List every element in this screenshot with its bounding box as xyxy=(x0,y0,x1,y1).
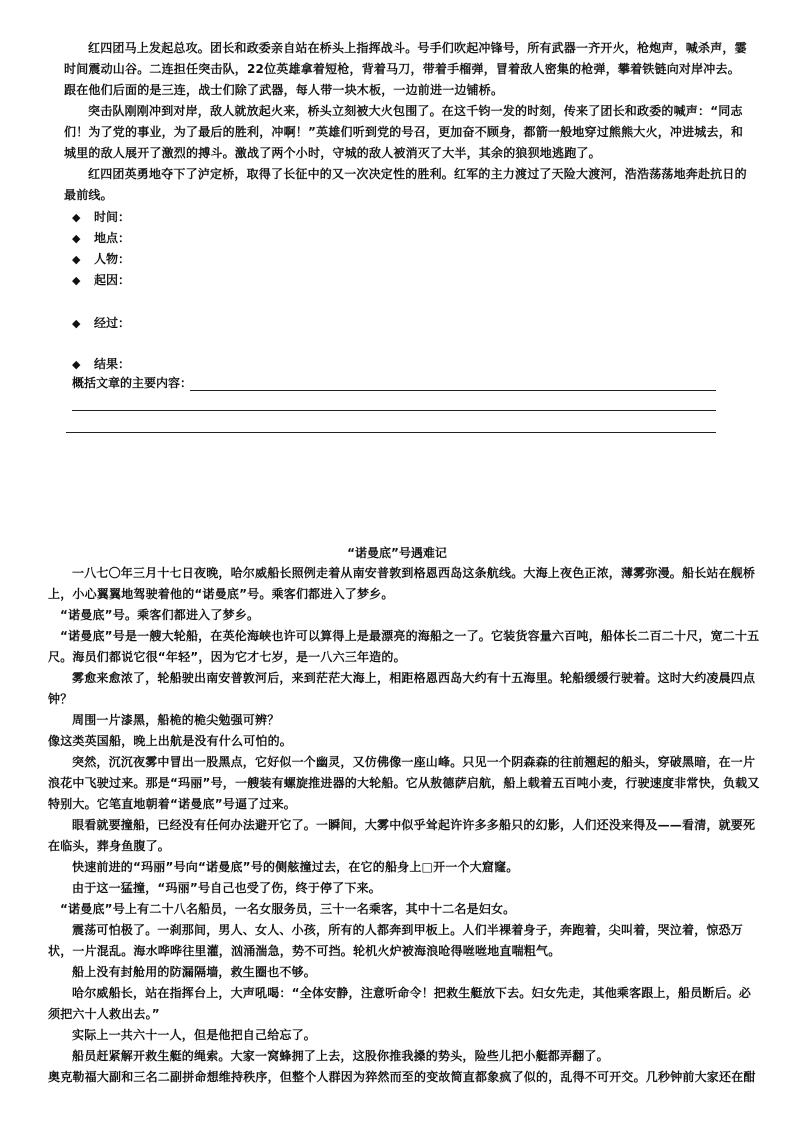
diamond-bullet-icon: ◆ xyxy=(72,317,81,330)
question-item-process: ◆ 经过： xyxy=(72,313,372,334)
paragraph: 震荡可怕极了。一刹那间，男人、女人、小孩，所有的人都奔到甲板上。人们半裸着身子，奔跑着，尖叫着，哭泣着，惊恐万状，一片混乱。海水哗哗往里灌，汹涌湍急，势不可挡。轮机火炉被海浪呛得咝咝地直喘粗气。 xyxy=(48,923,744,958)
question-item-place: ◆ 地点： xyxy=(72,228,372,249)
answer-line[interactable] xyxy=(72,410,716,411)
paragraph: 突击队刚刚冲到对岸，敌人就放起火来，桥头立刻被大火包围了。在这千钧一发的时刻，传来了团长和政委的喊声：“同志们！为了党的事业，为了最后的胜利，冲啊！”英雄们听到党的号召，更加奋不顾身，都箭一般地穿过熊熊大火，冲进城去，和城里的敌人展开了激烈的搏斗。激战了两个小时，守城的敌人被消灭了大半，其余的狼狈地逃跑了。 xyxy=(64,104,744,160)
paragraph: “诺曼底”号上有二十八名船员，一名女服务员，三十一名乘客，其中十二名是妇女。 xyxy=(60,902,516,916)
diamond-bullet-icon: ◆ xyxy=(72,358,81,371)
paragraph: 周围一片漆黑，船桅的桅尖勉强可辨？ xyxy=(72,713,280,727)
paragraph: 雾愈来愈浓了，轮船驶出南安普敦河后，来到茫茫大海上，相距格恩西岛大约有十五海里。轮船缓缓行驶着。这时大约凌晨四点钟？ xyxy=(48,671,756,706)
paragraph: “诺曼底”号是一艘大轮船，在英伦海峡也许可以算得上是最漂亮的海船之一了。它装货容量六百吨，船体长二百二十尺，宽二十五尺。海员们都说它很“年轻”，因为它才七岁，是一八六三年造的。 xyxy=(48,629,760,664)
paragraph: 一八七〇年三月十七日夜晚，哈尔威船长照例走着从南安普敦到格恩西岛这条航线。大海上夜色正浓，薄雾弥漫。船长站在舰桥上，小心翼翼地驾驶着他的“诺曼底”号。乘客们都进入了梦乡。 xyxy=(48,566,756,601)
passage-one xyxy=(64,38,748,206)
question-list-3 xyxy=(72,354,372,375)
diamond-bullet-icon: ◆ xyxy=(72,274,81,287)
diamond-bullet-icon: ◆ xyxy=(72,211,81,224)
paragraph: 红四团马上发起总攻。团长和政委亲自站在桥头上指挥战斗。号手们吹起冲锋号，所有武器一齐开火，枪炮声，喊杀声，霎时间震动山谷。二连担任突击队，22位英雄拿着短枪，背着马刀，带着手榴弹，冒着敌人密集的枪弹，攀着铁链向对岸冲去。跟在他们后面的是三连，战士们除了武器，每人带一块木板，一边前进一边铺桥。 xyxy=(64,41,747,97)
paragraph: 像这类英国船，晚上出航是没有什么可怕的。 xyxy=(48,734,293,748)
question-list xyxy=(72,207,372,291)
question-item-cause: ◆ 起因： xyxy=(72,270,372,291)
paragraph: 哈尔威船长，站在指挥台上，大声吼喝：“全体安静，注意听命令！把救生艇放下去。妇女先走，其他乘客跟上，船员断后。必须把六十人救出去。” xyxy=(48,986,752,1021)
paragraph: 实际上一共六十一人，但是他把自己给忘了。 xyxy=(72,1028,317,1042)
paragraph: 红四团英勇地夺下了泸定桥，取得了长征中的又一次决定性的胜利。红军的主力渡过了天险大渡河，浩浩荡荡地奔赴抗日的最前线。 xyxy=(64,167,747,202)
paragraph: 由于这一猛撞，“玛丽”号自己也受了伤，终于停了下来。 xyxy=(72,881,381,895)
question-list-2 xyxy=(72,313,372,334)
diamond-bullet-icon: ◆ xyxy=(72,253,81,266)
paragraph: 快速前进的“玛丽”号向“诺曼底”号的侧舷撞过去，在它的船身上□开一个大窟窿。 xyxy=(72,860,519,874)
passage-two xyxy=(48,563,760,1088)
paragraph: 突然，沉沉夜雾中冒出一股黑点，它好似一个幽灵，又仿佛像一座山峰。只见一个阴森森的往前翘起的船头，穿破黑暗，在一片浪花中飞驶过来。那是“玛丽”号，一艘装有螺旋推进器的大轮船。它从敖德萨启航，船上载着五百吨小麦，行驶速度非常快，负载又特别大。它笔直地朝着“诺曼底”号逼了过来。 xyxy=(48,755,760,811)
diamond-bullet-icon: ◆ xyxy=(72,232,81,245)
question-item-people: ◆ 人物： xyxy=(72,249,372,270)
passage-title: “诺曼底”号遇难记 xyxy=(347,546,447,560)
paragraph: 船员赶紧解开救生艇的绳索。大家一窝蜂拥了上去，这股你推我搡的势头，险些儿把小艇都弄翻了。 xyxy=(72,1049,609,1063)
question-item-result: ◆ 结果： xyxy=(72,354,372,375)
question-item-time: ◆ 时间： xyxy=(72,207,372,228)
paragraph: 奥克勒福大副和三名二副拼命想维持秩序，但整个人群因为猝然而至的变故简直都象疯了似的，乱得不可开交。几秒钟前大家还在酣 xyxy=(48,1070,756,1084)
answer-line[interactable] xyxy=(190,390,716,391)
paragraph: “诺曼底”号。乘客们都进入了梦乡。 xyxy=(60,608,260,622)
summary-label: 概括文章的主要内容： xyxy=(72,376,193,390)
paragraph: 船上没有封舱用的防漏隔墙，救生圈也不够。 xyxy=(72,965,317,979)
answer-line[interactable] xyxy=(66,432,716,433)
paragraph: 眼看就要撞船，已经没有任何办法避开它了。一瞬间，大雾中似乎耸起许许多多船只的幻影，人们还没来得及——看清，就要死在临头，葬身鱼腹了。 xyxy=(48,818,756,853)
